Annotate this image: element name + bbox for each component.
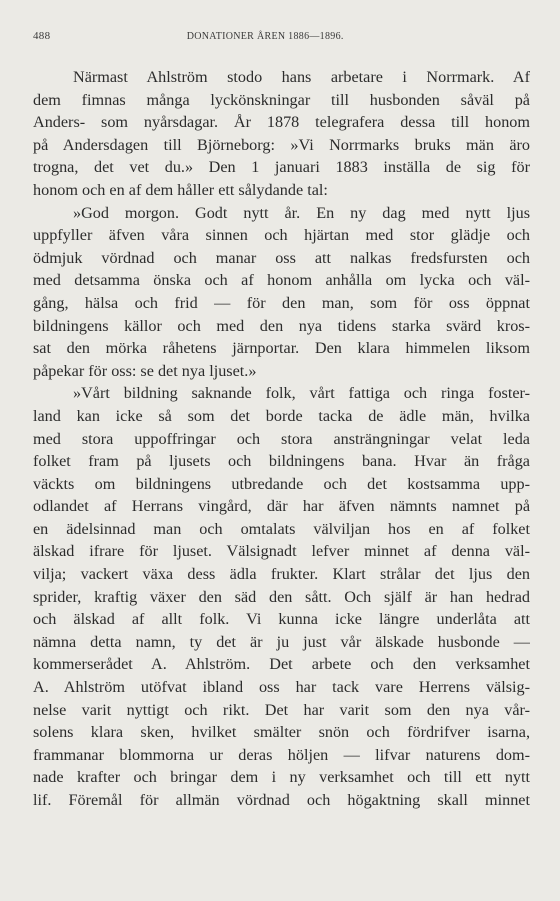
text-line: gång, hälsa och frid — för den man, som för oss öppnat [33, 293, 530, 312]
text-line: odlandet af Herrans vingård, där har äfven nämnts namnet på [33, 497, 530, 516]
text-line: med stora uppoffringar och stora ansträngningar velat leda [33, 429, 530, 448]
text-line: »Vårt bildning saknande folk, vårt fattiga och ringa foster- [73, 384, 530, 403]
text-line: kommerserådet A. Ahlström. Det arbete och den verksamhet [33, 655, 530, 674]
text-line: »God morgon. Godt nytt år. En ny dag med nytt ljus [73, 203, 530, 222]
text-line: nade krafter och bringar dem i ny verksamhet och till ett nytt [33, 768, 530, 787]
text-line: Närmast Ahlström stodo hans arbetare i Norrmark. Af [73, 68, 530, 86]
text-line: solens klara sken, hvilket smälter snön och fördrifver isarna, [33, 723, 530, 742]
text-line: nelse varit nyttigt och rikt. Det har varit som den nya vår- [33, 700, 530, 719]
text-line: älskad ifrare för ljuset. Välsignadt lefver minnet af denna väl- [33, 542, 530, 561]
text-line: vilja; vackert växa dess ädla frukter. Klart strålar det ljus den [33, 565, 530, 584]
body-text [33, 66, 530, 812]
page-number: 488 [33, 30, 51, 42]
text-line: dem fimnas många lyckönskningar till husbonden såväl på [33, 90, 530, 109]
text-line: A. Ahlström utöfvat ibland oss har tack vare Herrens välsig- [33, 678, 530, 697]
text-line: nämna detta namn, ty det är ju just vår älskade husbonde — [33, 632, 530, 651]
text-line: påpekar för oss: se det nya ljuset.» [33, 361, 257, 380]
text-line: trogna, det vet du.» Den 1 januari 1883 inställa de sig för [33, 158, 530, 177]
text-line: honom och en af dem håller ett sålydande tal: [33, 180, 328, 199]
text-line: och älskad af allt folk. Vi kunna icke längre underlåta att [33, 610, 530, 629]
text-line: land kan icke så som det borde tacka de ädle män, hvilka [33, 406, 530, 425]
text-line: uppfyller äfven våra sinnen och hjärtan med stor glädje och [33, 226, 530, 245]
text-line: lif. Föremål för allmän vördnad och högaktning skall minnet [33, 791, 530, 809]
text-line: på Andersdagen till Björneborg: »Vi Norrmarks bruks män äro [33, 135, 530, 154]
text-line: frammanar blommorna ur deras höljen — lifvar naturens dom- [33, 745, 530, 764]
text-line: en ädelsinnad man och omtalats välviljan hos en af folket [33, 519, 530, 538]
text-line: sat den mörka råhetens järnportar. Den klara himmelen liksom [33, 339, 530, 358]
text-line: bildningens källor och med den nya tidens starka svärd kros- [33, 316, 530, 335]
text-line: väckts om bildningens utbredande och det kostsamma upp- [33, 474, 530, 493]
text-line: folket fram på ljusets och bildningens bana. Hvar än fråga [33, 452, 530, 471]
running-head: DONATIONER ÅREN 1886—1896. [186, 31, 344, 42]
page-header [33, 30, 530, 58]
text-line: ödmjuk vördnad och manar oss att nalkas fredsfursten och [33, 248, 530, 267]
text-line: Anders- som nyårsdagar. År 1878 telegraferа dessa till honom [33, 113, 530, 132]
text-line: sprider, kraftig växer den säd den sått. Och själf är han hedrad [33, 587, 530, 606]
text-line: med detsamma önska och af honom anhålla om lycka och väl- [33, 271, 530, 290]
